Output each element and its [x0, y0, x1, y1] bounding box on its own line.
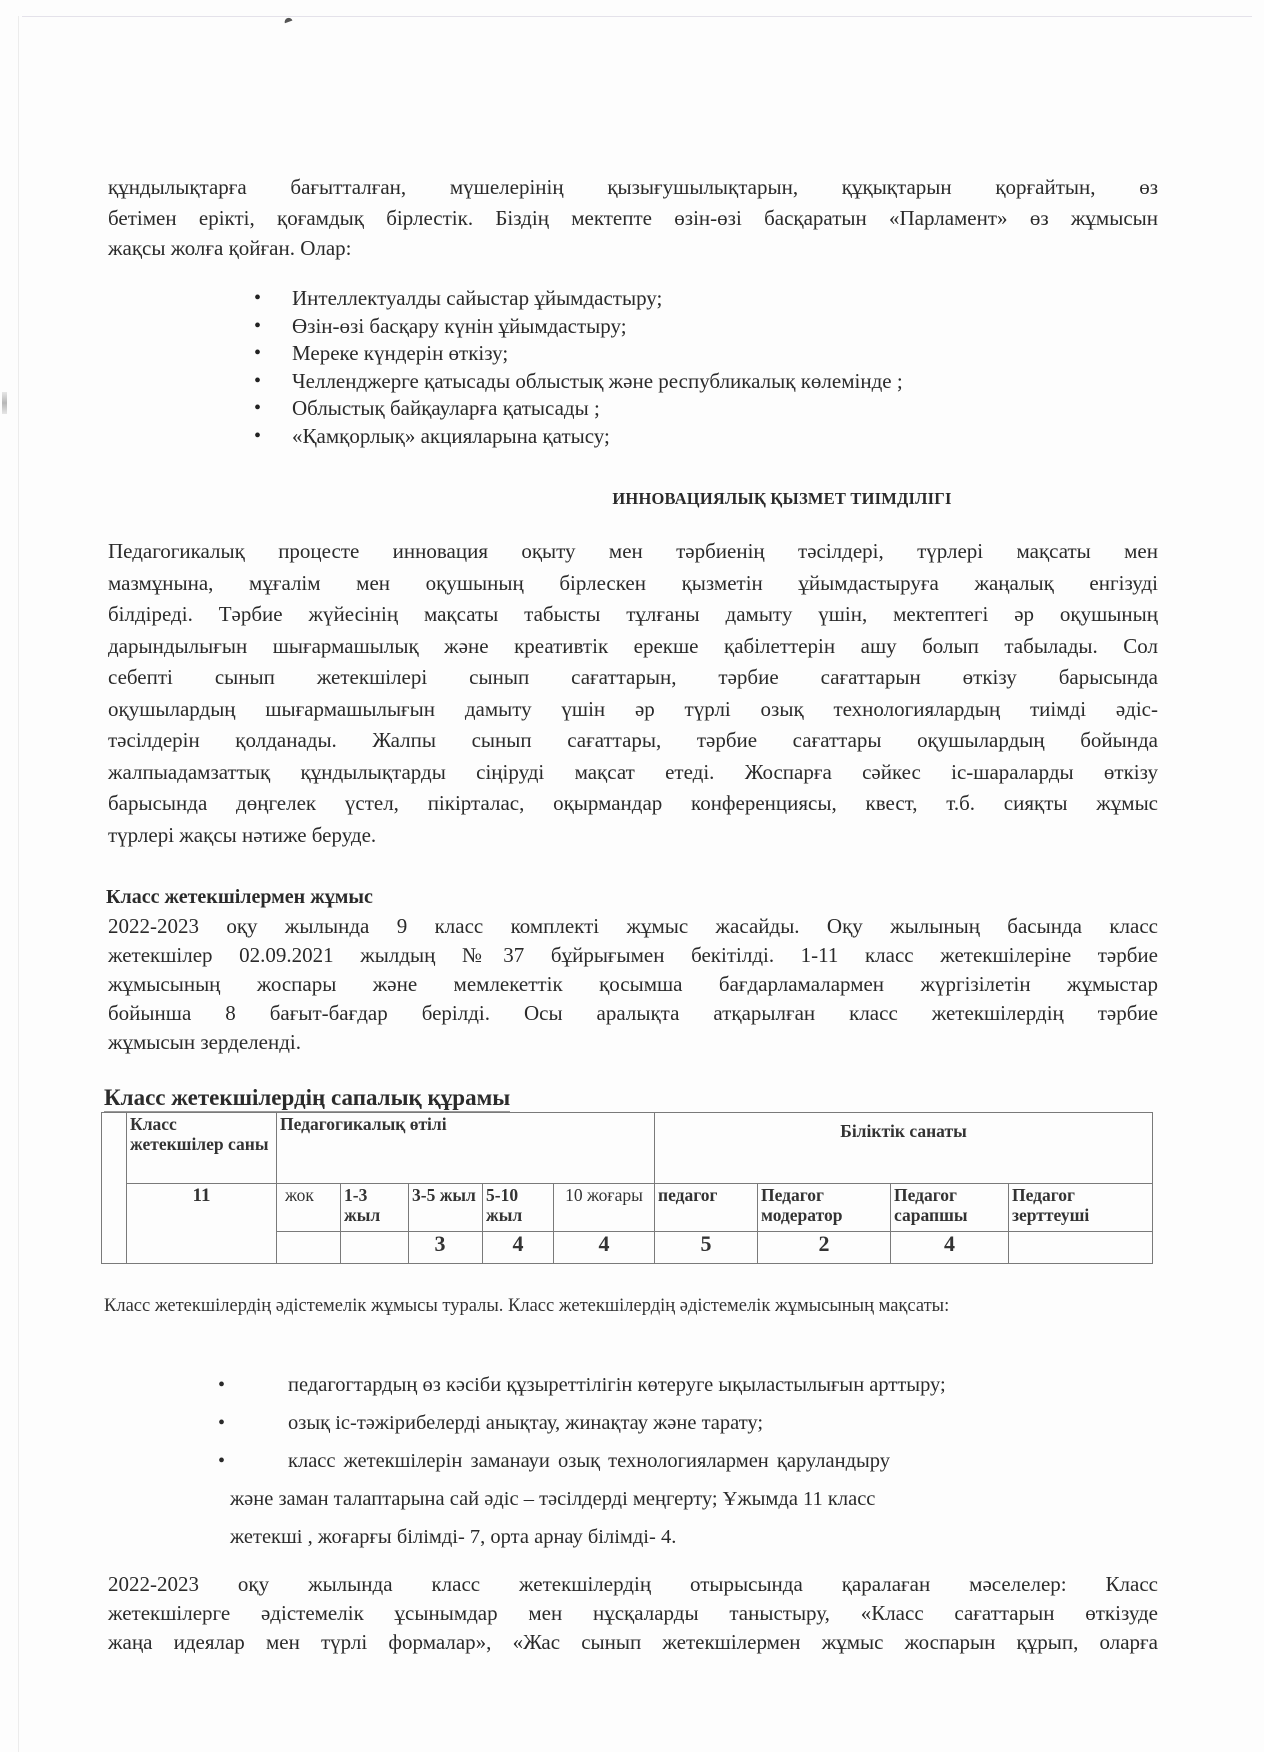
section-title: ИННОВАЦИЯЛЫҚ ҚЫЗМЕТ ТИІМДІЛІГІ	[612, 489, 952, 508]
text-line: құндылықтарға бағытталған, мүшелерінің қызығушылықтарын, құқықтарын қорғайтын, өз	[108, 175, 1158, 199]
list-item: • Облыстық байқауларға қатысады ;	[254, 395, 903, 423]
text-line: жұмысын зерделенді.	[108, 1030, 301, 1054]
table-cell	[102, 1113, 127, 1264]
table-cell: 4	[483, 1232, 554, 1264]
table-subheader-row	[102, 1184, 1153, 1232]
text-line: жаңа идеялар мен түрлі формалар», «Жас сынып жетекшілермен жұмыс жоспарын құрып, оларға	[108, 1630, 1158, 1654]
scan-artifact	[284, 17, 293, 23]
header-cell: Педагог зерттеуші	[1009, 1184, 1153, 1232]
class-teachers-paragraph	[108, 912, 1158, 1057]
table-cell: 2	[758, 1232, 891, 1264]
innovation-paragraph	[108, 536, 1158, 851]
header-cell: 5-10 жыл	[483, 1184, 554, 1232]
list-item: • «Қамқорлық» акцияларына қатысу;	[254, 423, 903, 451]
text-line: білдіреді. Тәрбие жүйесінің мақсаты табысты тұлғаны дамыту үшін, мектептегі әр оқушының	[108, 602, 1158, 626]
meetings-paragraph	[108, 1570, 1158, 1657]
header-cell: 3-5 жыл	[409, 1184, 483, 1232]
text-line: дарындылығын шығармашылық және креативтік ерекше қабілеттерін ашу болып табылады. Сол	[108, 633, 1158, 658]
header-cell: 1-3 жыл	[341, 1184, 409, 1232]
list-item: • Өзін-өзі басқару күнін ұйымдастыру;	[254, 313, 903, 341]
list-item: • Мереке күндерін өткізу;	[254, 340, 903, 368]
text-line: жетекшілерге әдістемелік ұсынымдар мен нұсқаларды таныстыру, «Класс сағаттарын өткізуде	[108, 1601, 1158, 1625]
page-edge-left	[18, 16, 19, 1752]
text-line: жетекшілер 02.09.2021 жылдың №37 бұйрығымен бекітілді. 1-11 класс жетекшілеріне тәрбие	[108, 943, 1158, 967]
table-cell: 3	[409, 1232, 483, 1264]
page-edge	[22, 16, 1252, 17]
text-line: жақсы жолға қойған. Олар:	[108, 236, 352, 260]
table-cell: 4	[891, 1232, 1009, 1264]
list-item: • озық іс-тәжірибелерді анықтау, жинақтау және тарату;	[218, 1404, 1098, 1442]
list-item: • педагогтардың өз кәсіби құзыреттілігін көтеруге ықыластылығын арттыру;	[218, 1366, 1098, 1404]
text-line: бойынша 8 бағыт-бағдар берілді. Осы аралықта атқарылған класс жетекшілердің тәрбие	[108, 1001, 1158, 1025]
intro-paragraph	[108, 172, 1158, 264]
text-line: оқушылардың шығармашылығын дамыту үшін әр түрлі озық технологиялардың тиімді әдіс-	[108, 696, 1158, 721]
list-item-continuation: жетекші , жоғарғы білімді- 7, орта арнау білімді- 4.	[230, 1526, 677, 1548]
list-item: • Интеллектуалды сайыстар ұйымдастыру;	[254, 285, 903, 313]
table-cell: 4	[554, 1232, 655, 1264]
table-cell	[1009, 1232, 1153, 1264]
methodical-note: Класс жетекшілердің әдістемелік жұмысы туралы. Класс жетекшілердің әдістемелік жұмысының мақсаты:	[104, 1296, 950, 1316]
header-cell: 10 жоғары	[554, 1184, 655, 1232]
header-cell: Педагог сарапшы	[891, 1184, 1009, 1232]
methodical-goals-list	[218, 1366, 1098, 1556]
qualification-table	[101, 1112, 1153, 1264]
text-line: 2022-2023 оқу жылында 9 класс комплекті жұмыс жасайды. Оқу жылының басында класс	[108, 914, 1158, 938]
text-line: жалпыадамзаттық құндылықтарды сіңіруді мақсат етеді. Жоспарға сәйкес іс-шараларды өткізу	[108, 759, 1158, 784]
table-cell	[277, 1232, 341, 1264]
table-cell	[341, 1232, 409, 1264]
header-cell: Педагог модератор	[758, 1184, 891, 1232]
text-line: тәсілдерін қолданады. Жалпы сынып сағаттары, тәрбие сағаттары оқушылардың бойында	[108, 728, 1158, 752]
text-line: себепті сынып жетекшілері сынып сағаттарын, тәрбие сағаттарын өткізу барысында	[108, 665, 1158, 689]
table-cell: 11	[127, 1184, 277, 1264]
header-cell: Педагогикалық өтілі	[277, 1113, 655, 1184]
text-line: жұмысының жоспары және мемлекеттік қосымша бағдарламалармен жүргізілетін жұмыстар	[108, 972, 1158, 996]
list-item: • класс жетекшілерін заманауи озық технологиялармен қаруландыру	[218, 1442, 1098, 1480]
text-line: мазмұнына, мұғалім мен оқушының бірлескен қызметін ұйымдастыруға жаңалық енгізуді	[108, 570, 1158, 595]
parliament-activities-list	[254, 285, 903, 450]
table-cell: 5	[655, 1232, 758, 1264]
text-line: 2022-2023 оқу жылында класс жетекшілердің отырысында қаралаған мәселелер: Класс	[108, 1572, 1158, 1596]
header-cell: Класс жетекшілер саны	[127, 1113, 277, 1184]
header-cell: Біліктік санаты	[655, 1113, 1153, 1184]
list-item-continuation: және заман талаптарына сай әдіс – тәсілдерді меңгерту; Ұжымда 11 класс	[230, 1488, 876, 1510]
text-line: Педагогикалық процесте инновация оқыту мен тәрбиенің тәсілдері, түрлері мақсаты мен	[108, 539, 1158, 563]
list-item: • Челленджерге қатысады облыстық және республикалық көлемінде ;	[254, 368, 903, 396]
scan-artifact-left	[2, 392, 7, 414]
subsection-heading: Класс жетекшілермен жұмыс	[106, 886, 373, 908]
header-cell: педагог	[655, 1184, 758, 1232]
text-line: түрлері жақсы нәтиже беруде.	[108, 822, 377, 847]
table-title: Класс жетекшілердің сапалық құрамы	[104, 1085, 511, 1110]
text-line: бетімен ерікті, қоғамдық бірлестік. Біздің мектепте өзін-өзі басқаратын «Парламент» өз жұмысын	[108, 205, 1158, 230]
table-header-row	[102, 1113, 1153, 1184]
text-line: барысында дөңгелек үстел, пікірталас, оқырмандар конференциясы, квест, т.б. сияқты жұмыс	[108, 791, 1158, 815]
header-cell: жок	[277, 1184, 341, 1232]
